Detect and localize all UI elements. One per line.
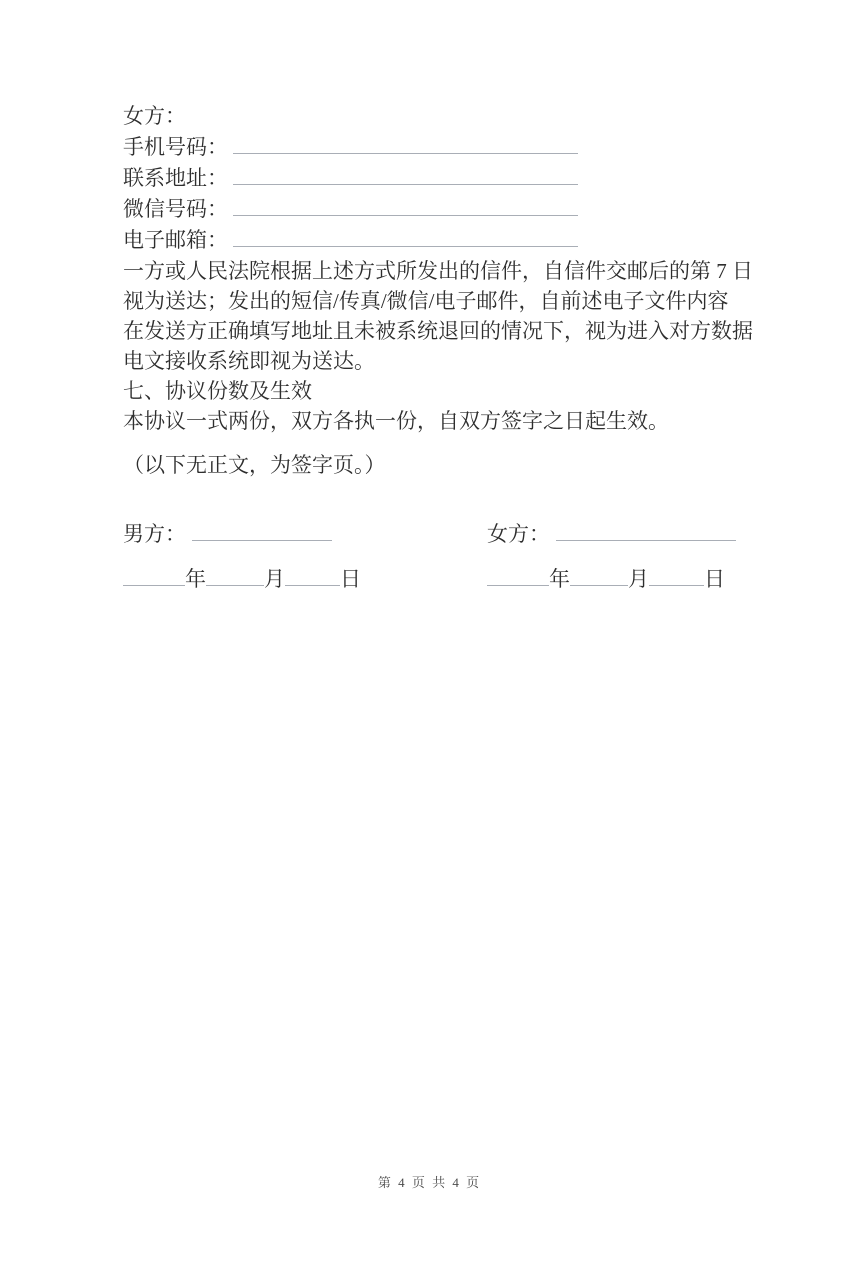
wechat-label: 微信号码：	[123, 197, 228, 221]
signature-page-note: （以下无正文，为签字页。）	[123, 453, 386, 477]
section-seven-body: 本协议一式两份，双方各执一份，自双方签字之日起生效。	[123, 409, 669, 433]
signature-date-row	[123, 563, 743, 595]
male-party-label: 男方：	[123, 522, 186, 546]
female-party-label: 女方：	[487, 522, 550, 546]
female-signature-cell	[487, 518, 743, 550]
section-seven-heading: 七、协议份数及生效	[123, 379, 312, 403]
paragraph-line: 视为送达；发出的短信/传真/微信/电子邮件，自前述电子文件内容	[123, 289, 729, 313]
wechat-blank-line	[233, 194, 578, 216]
month-blank-line	[206, 564, 264, 586]
female-date-cell	[487, 563, 743, 595]
day-blank-line	[285, 564, 340, 586]
male-signature-cell	[123, 518, 487, 550]
month-label: 月	[628, 567, 649, 591]
day-blank-line	[649, 564, 704, 586]
signature-row	[123, 518, 743, 550]
party-female-row	[123, 101, 743, 132]
phone-row	[123, 132, 743, 163]
section-seven	[123, 376, 743, 436]
paragraph-line: 一方或人民法院根据上述方式所发出的信件，自信件交邮后的第 7 日	[123, 259, 753, 283]
phone-label: 手机号码：	[123, 135, 228, 159]
paragraph-line: 电文接收系统即视为送达。	[123, 349, 375, 373]
email-blank-line	[233, 225, 578, 247]
male-date-cell	[123, 563, 487, 595]
male-signature-blank-line	[192, 519, 332, 541]
email-row	[123, 225, 743, 256]
party-female-label: 女方：	[123, 104, 186, 128]
page-number-footer: 第 4 页 共 4 页	[377, 1175, 482, 1190]
address-row	[123, 163, 743, 194]
year-label: 年	[549, 567, 570, 591]
paragraph-line: 在发送方正确填写地址且未被系统退回的情况下，视为进入对方数据	[123, 319, 753, 343]
address-blank-line	[233, 163, 578, 185]
email-label: 电子邮箱：	[123, 228, 228, 252]
female-signature-blank-line	[556, 519, 736, 541]
phone-blank-line	[233, 132, 578, 154]
day-label: 日	[704, 567, 725, 591]
month-blank-line	[570, 564, 628, 586]
year-blank-line	[123, 564, 185, 586]
year-label: 年	[185, 567, 206, 591]
wechat-row	[123, 194, 743, 225]
address-label: 联系地址：	[123, 166, 228, 190]
delivery-clause-paragraph	[123, 256, 753, 376]
day-label: 日	[340, 567, 361, 591]
document-content	[123, 101, 753, 595]
year-blank-line	[487, 564, 549, 586]
month-label: 月	[264, 567, 285, 591]
